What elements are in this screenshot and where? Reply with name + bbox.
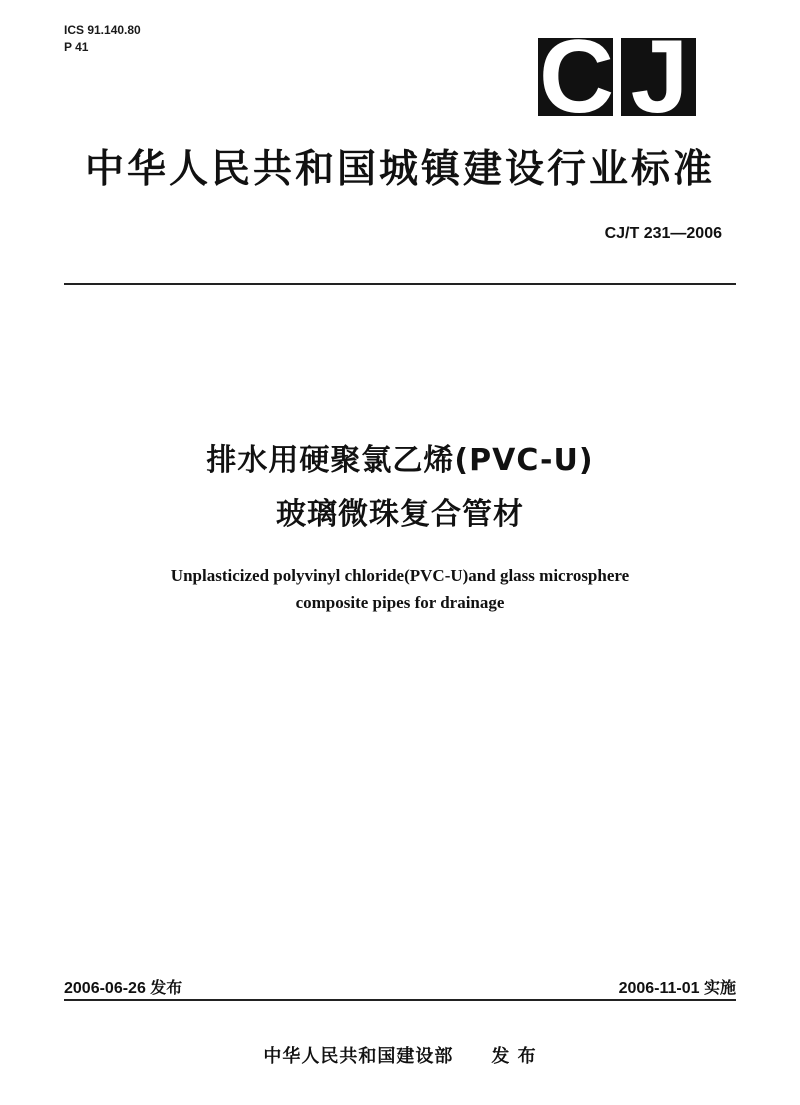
title-en-line1: Unplasticized polyvinyl chloride(PVC-U)and glass microsphere [170,566,630,585]
divider-bottom [64,999,736,1001]
publisher-line [0,1042,800,1068]
classification-codes [64,22,141,56]
category-code: P 41 [64,40,89,54]
implement-date: 2006-11-01 [618,980,700,997]
publisher-name: 中华人民共和国建设部 [263,1046,454,1067]
implement-label: 实施 [703,978,736,997]
implement-date-block [619,975,736,998]
divider-top [64,283,736,285]
issue-date-block [64,975,182,998]
title-cn-line2: 玻璃微珠复合管材 [276,497,524,532]
issue-label: 发布 [150,978,183,997]
cj-logo [538,38,696,116]
standard-number: CJ/T 231—2006 [604,225,722,242]
title-en-line2: composite pipes for drainage [295,593,505,612]
publisher-action: 发 布 [491,1046,537,1067]
logo-letter-c: C [538,38,613,116]
ics-code: ICS 91.140.80 [64,23,141,37]
logo-letter-j: J [621,38,696,116]
issue-date: 2006-06-26 [64,980,146,997]
title-cn-line1: 排水用硬聚氯乙烯(PVC-U) [206,443,594,478]
org-title: 中华人民共和国城镇建设行业标准 [84,147,715,192]
